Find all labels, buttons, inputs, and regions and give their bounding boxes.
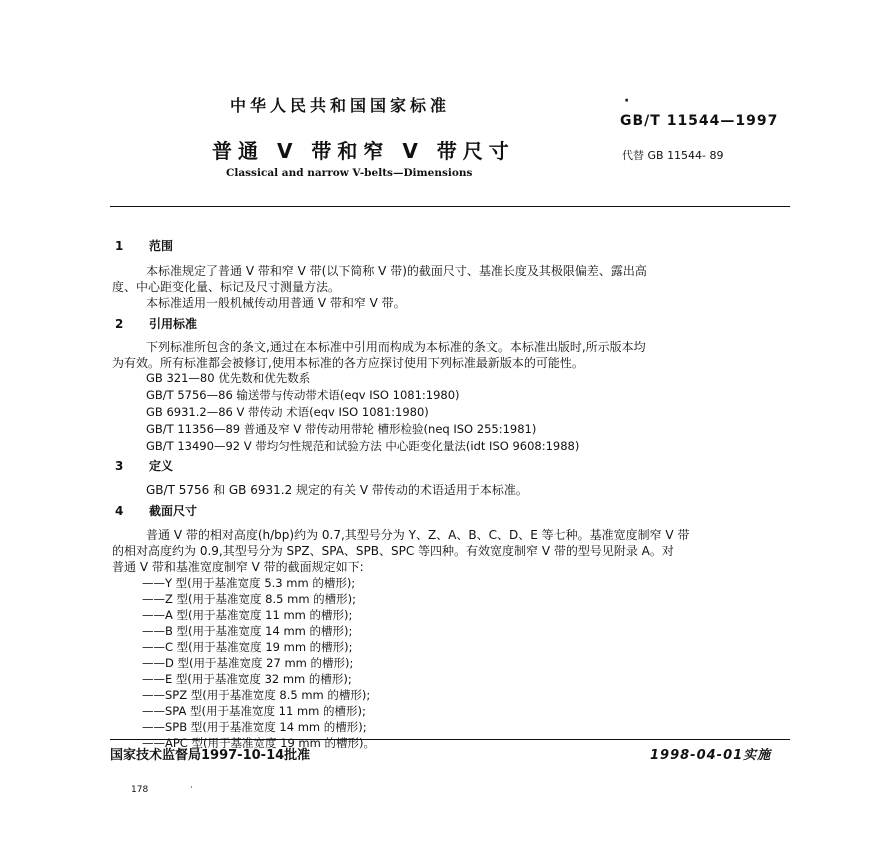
reference-standard-item: GB 6931.2—86 V 带传动 术语(eqv ISO 1081:1980) [146, 405, 429, 419]
belt-type-item: ——APC 型(用于基准宽度 19 mm 的槽形)。 [142, 736, 375, 750]
reference-standard-item: GB/T 5756—86 输送带与传动带术语(eqv ISO 1081:1980) [146, 388, 460, 402]
footer-mark: · [190, 783, 193, 793]
belt-type-item: ——SPB 型(用于基准宽度 14 mm 的槽形); [142, 720, 367, 734]
belt-type-item: ——D 型(用于基准宽度 27 mm 的槽形); [142, 656, 354, 670]
standard-number: GB/T 11544—1997 [620, 113, 779, 129]
section-4-paragraph-1-line-1: 普通 V 带的相对高度(h/bp)约为 0.7,其型号分为 Y、Z、A、B、C、D、E 等七种。基准宽度制窄 V 带 [146, 528, 690, 542]
section-number: 2 [115, 317, 124, 331]
section-3-paragraph-1: GB/T 5756 和 GB 6931.2 规定的有关 V 带传动的术语适用于本标准。 [146, 483, 528, 497]
section-2-paragraph-1-line-2: 为有效。所有标准都会被修订,使用本标准的各方应探讨使用下列标准最新版本的可能性。 [112, 356, 584, 370]
belt-type-item: ——B 型(用于基准宽度 14 mm 的槽形); [142, 624, 353, 638]
belt-type-item: ——A 型(用于基准宽度 11 mm 的槽形); [142, 608, 353, 622]
national-standard-heading: 中华人民共和国国家标准 [230, 96, 451, 115]
section-title: 截面尺寸 [149, 504, 198, 518]
header-divider [110, 206, 790, 207]
reference-standard-item: GB/T 13490—92 V 带均匀性规范和试验方法 中心距变化量法(idt ISO 9608:1988) [146, 439, 580, 453]
belt-type-item: ——E 型(用于基准宽度 32 mm 的槽形); [142, 672, 352, 686]
belt-type-item: ——SPA 型(用于基准宽度 11 mm 的槽形); [142, 704, 366, 718]
section-4-heading [115, 502, 197, 519]
section-2-paragraph-1-line-1: 下列标准所包含的条文,通过在本标准中引用而构成为本标准的条文。本标准出版时,所示版本均 [146, 340, 646, 354]
section-1-paragraph-1-line-1: 本标准规定了普通 V 带和窄 V 带(以下简称 V 带)的截面尺寸、基准长度及其极限偏差、露出高 [146, 264, 647, 278]
section-2-heading [115, 315, 197, 332]
section-3-heading [115, 457, 173, 474]
belt-type-item: ——Y 型(用于基准宽度 5.3 mm 的槽形); [142, 576, 356, 590]
header-mark: · [624, 93, 630, 109]
page-number: 178 [131, 785, 149, 795]
approval-line: 国家技术监督局1997-10-14批准 [110, 748, 311, 763]
replaces-standard: 代替 GB 11544- 89 [622, 149, 724, 162]
section-title: 定义 [149, 459, 174, 473]
section-number: 4 [115, 504, 124, 518]
document-title-chinese: 普通 V 带和窄 V 带尺寸 [212, 139, 515, 163]
section-1-paragraph-2: 本标准适用一般机械传动用普通 V 带和窄 V 带。 [146, 296, 406, 310]
section-title: 引用标准 [149, 317, 198, 331]
footer-divider [110, 739, 790, 740]
document-title-english: Classical and narrow V-belts—Dimensions [226, 167, 473, 179]
reference-standard-item: GB 321—80 优先数和优先数系 [146, 371, 311, 385]
section-number: 3 [115, 459, 124, 473]
section-title: 范围 [149, 239, 174, 253]
effective-date: 1998-04-01实施 [650, 748, 772, 763]
section-1-heading [115, 237, 173, 254]
section-1-paragraph-1-line-2: 度、中心距变化量、标记及尺寸测量方法。 [112, 280, 341, 294]
belt-type-item: ——SPZ 型(用于基准宽度 8.5 mm 的槽形); [142, 688, 371, 702]
belt-type-item: ——C 型(用于基准宽度 19 mm 的槽形); [142, 640, 353, 654]
reference-standard-item: GB/T 11356—89 普通及窄 V 带传动用带轮 槽形检验(neq ISO 255:1981) [146, 422, 537, 436]
belt-type-item: ——Z 型(用于基准宽度 8.5 mm 的槽形); [142, 592, 357, 606]
section-number: 1 [115, 239, 124, 253]
section-4-paragraph-1-line-3: 普通 V 带和基准宽度制窄 V 带的截面规定如下: [112, 560, 364, 574]
section-4-paragraph-1-line-2: 的相对高度约为 0.9,其型号分为 SPZ、SPA、SPB、SPC 等四种。有效宽度制窄 V 带的型号见附录 A。对 [112, 544, 674, 558]
